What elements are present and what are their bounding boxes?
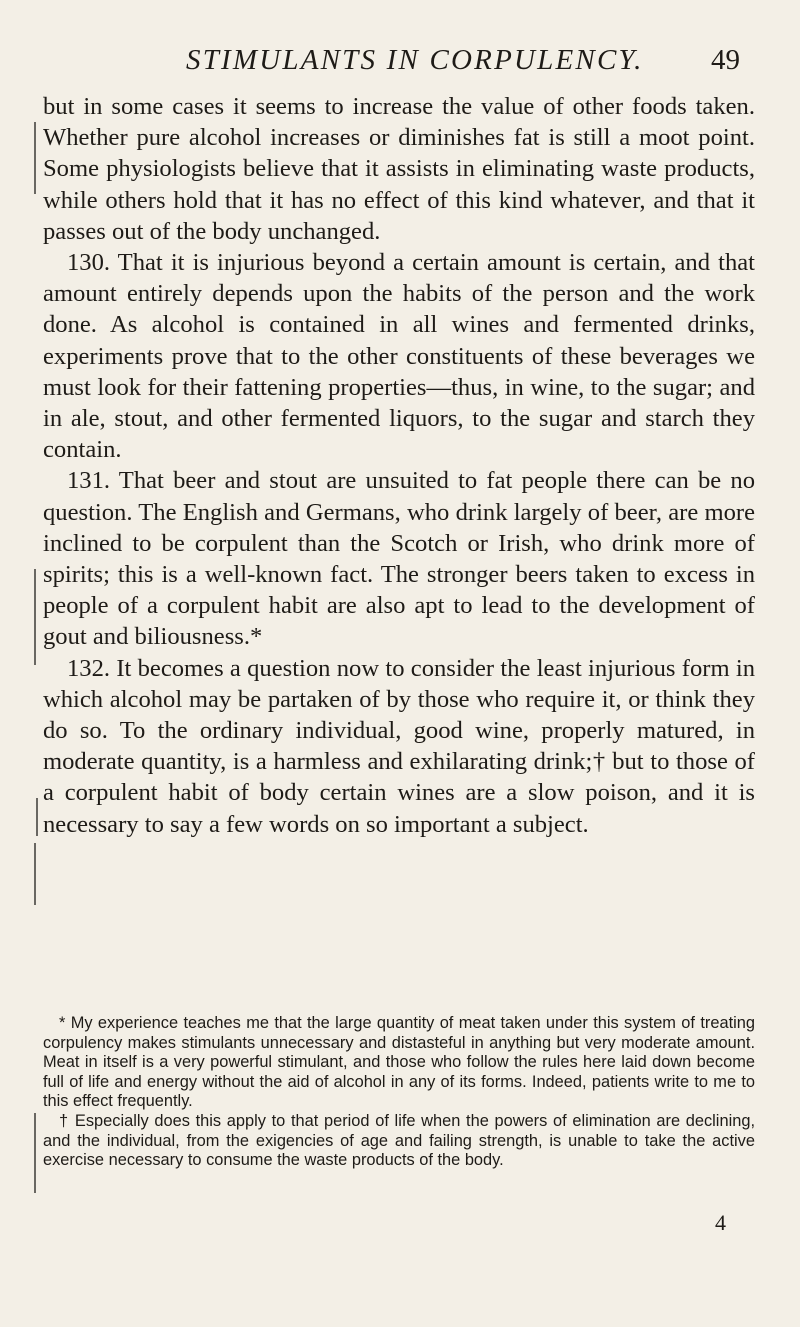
footnotes bbox=[43, 1014, 755, 1171]
signature-mark: 4 bbox=[715, 1210, 726, 1235]
paragraph-131: 131. That beer and stout are unsuited to fat people there can be no question. The English and Germans, who drink largely of beer, are more inclined to be corpulent than the Scotch or Irish, who drink more of spirits; this is a well-known fact. The stronger beers taken to excess in people of a corpulent habit are also apt to lead to the development of gout and biliousness.* bbox=[43, 467, 755, 651]
page-number: 49 bbox=[711, 44, 740, 76]
footnote-dagger: † Especially does this apply to that period of life when the powers of elimination are declining, and the individual, from the exigencies of age and failing strength, is unable to take the active exercise necessary to consume the waste products of the body. bbox=[43, 1111, 755, 1170]
margin-mark bbox=[34, 122, 36, 194]
running-title: STIMULANTS IN CORPULENCY. bbox=[186, 44, 644, 76]
paragraph-132: 132. It becomes a question now to consider the least injurious form in which alcohol may be partaken of by those who require it, or think they do so. To the ordinary individual, good wine, properly matured, in moderate quantity, is a harmless and exhilarating drink;† but to those of a corpulent habit of body certain wines are a slow poison, and it is necessary to say a few words on so important a subject. bbox=[43, 654, 755, 838]
margin-mark bbox=[34, 1113, 36, 1193]
body-text bbox=[43, 91, 755, 840]
margin-mark bbox=[34, 569, 36, 665]
footnote-star: * My experience teaches me that the large quantity of meat taken under this system of treating corpulency makes stimulants unnecessary and distasteful in anything but very moderate amount. Meat in itself is a very powerful stimulant, and those who follow the rules here laid down become full of life and energy without the aid of alcohol in any of its forms. Indeed, patients write to me to this effect frequently. bbox=[43, 1014, 755, 1111]
paragraph-130: 130. That it is injurious beyond a certain amount is certain, and that amount entirely depends upon the habits of the person and the work done. As alcohol is contained in all wines and fermented drinks, experiments prove that to the other constituents of these beverages we must look for their fattening properties—thus, in wine, to the sugar; and in ale, stout, and other fermented liquors, to the sugar and starch they contain. bbox=[43, 249, 755, 464]
margin-mark bbox=[34, 843, 36, 905]
running-head bbox=[0, 44, 800, 84]
paragraph-continued: but in some cases it seems to increase the value of other foods taken. Whether pure alcohol increases or diminishes fat is still a moot point. Some physiologists believe that it assists in eliminating waste products, while others hold that it has no effect of this kind whatever, and that it passes out of the body unchanged. bbox=[43, 93, 755, 245]
margin-mark bbox=[36, 798, 38, 836]
